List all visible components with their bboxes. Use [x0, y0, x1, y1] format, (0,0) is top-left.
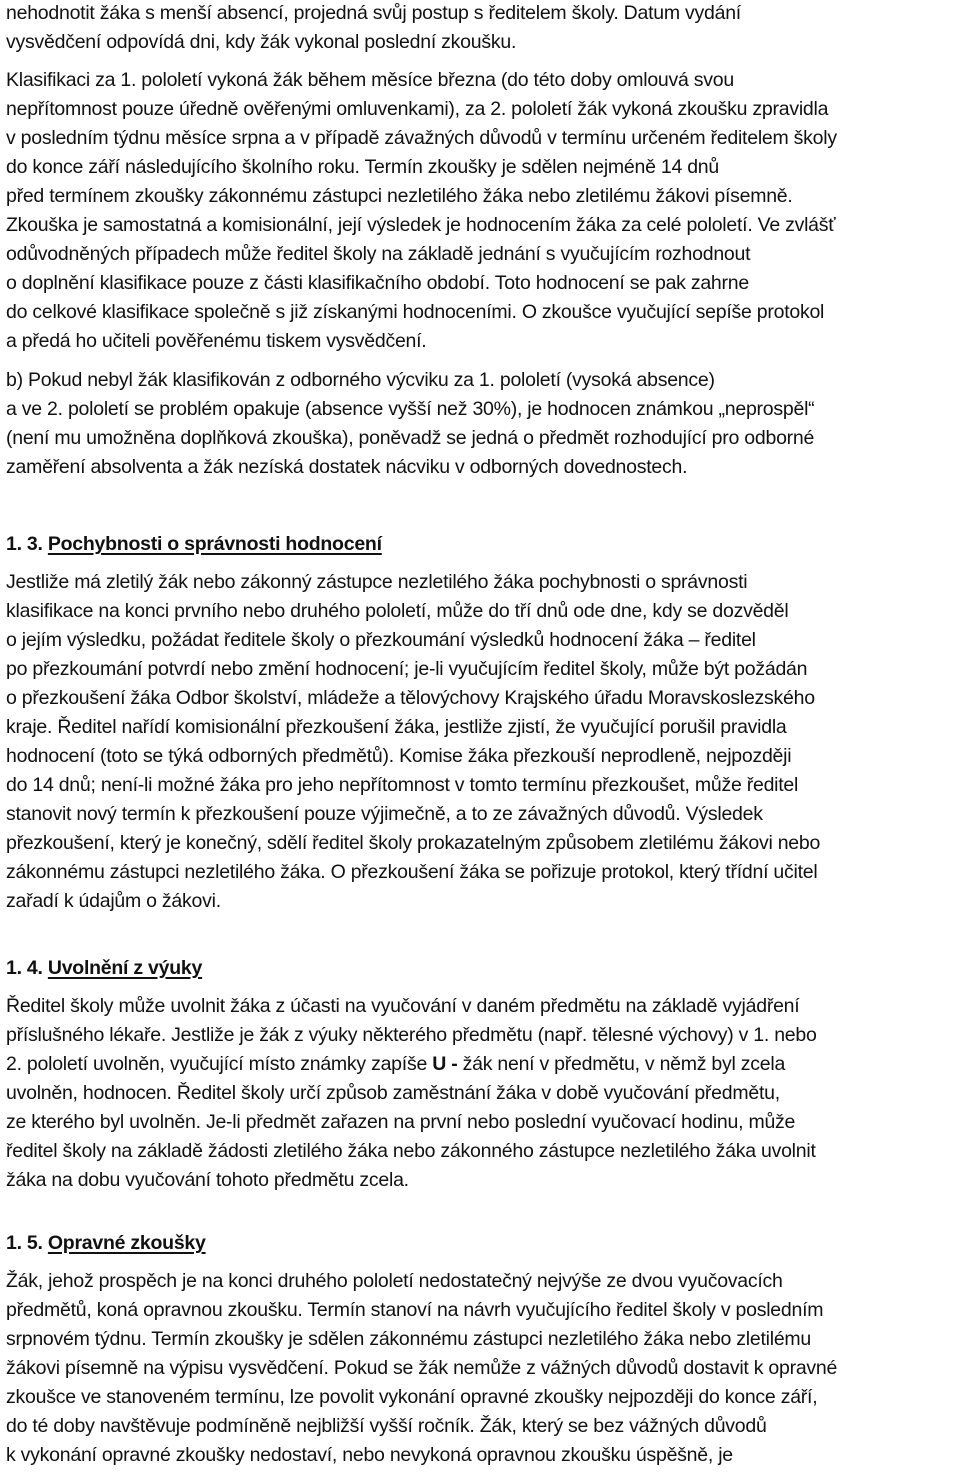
text-line: srpnovém týdnu. Termín zkoušky je sdělen zákonnému zástupci nezletilého žáka nebo zletilému — [6, 1328, 812, 1350]
text-line: zkoušce ve stanoveném termínu, lze povolit vykonání opravné zkoušky nejpozději do konce září, — [6, 1386, 818, 1408]
text-line: klasifikace na konci prvního nebo druhého pololetí, může do tří dnů ode dne, kdy se dozvěděl — [6, 600, 789, 622]
section-heading — [6, 532, 382, 556]
section-number: 1. 5. — [6, 1232, 43, 1254]
text-line: přezkoušení, který je konečný, sdělí ředitel školy prokazatelným způsobem zletilému žákovi nebo — [6, 832, 821, 854]
text-line: zákonnému zástupci nezletilého žáka. O přezkoušení žáka se pořizuje protokol, který třídní učitel — [6, 861, 818, 883]
text-line: o přezkoušení žáka Odbor školství, mládeže a tělovýchovy Krajského úřadu Moravskoslezského — [6, 687, 815, 709]
section-title: Pochybnosti o správnosti hodnocení — [47, 533, 382, 555]
section-title: Uvolnění z výuky — [47, 957, 203, 979]
text-line: do 14 dnů; není-li možné žáka pro jeho nepřítomnost v tomto termínu přezkoušet, může ředitel — [6, 774, 799, 796]
text-line: do té doby navštěvuje podmíněně nejbližší vyšší ročník. Žák, který se bez vážných důvodů — [6, 1415, 767, 1437]
text-line: Jestliže má zletilý žák nebo zákonný zástupce nezletilého žáka pochybnosti o správnosti — [6, 571, 748, 593]
text-line: žáka na dobu vyučování tohoto předmětu zcela. — [6, 1169, 409, 1191]
text-line: v posledním týdnu měsíce srpna a v případě závažných důvodů v termínu určeném ředitelem školy — [6, 127, 837, 149]
text-line: Klasifikaci za 1. pololetí vykoná žák během měsíce března (do této doby omlouvá svou — [6, 69, 734, 91]
text-run: žák není v předmětu, v němž byl zcela — [457, 1053, 786, 1075]
text-line: k vykonání opravné zkoušky nedostaví, nebo nevykoná opravnou zkoušku úspěšně, je — [6, 1444, 733, 1466]
text-line — [6, 1052, 785, 1076]
section-number: 1. 4. — [6, 957, 43, 979]
text-line: příslušného lékaře. Jestliže je žák z výuky některého předmětu (např. tělesné výchovy) v 1. nebo — [6, 1024, 817, 1046]
section-title: Opravné zkoušky — [47, 1232, 206, 1254]
text-line: uvolněn, hodnocen. Ředitel školy určí způsob zaměstnání žáka v době vyučování předmětu, — [6, 1082, 780, 1104]
text-line: nehodnotit žáka s menší absencí, projedná svůj postup s ředitelem školy. Datum vydání — [6, 2, 741, 24]
text-line: stanovit nový termín k přezkoušení pouze výjimečně, a to ze závažných důvodů. Výsledek — [6, 803, 763, 825]
text-line: vysvědčení odpovídá dni, kdy žák vykonal poslední zkoušku. — [6, 31, 517, 53]
text-line: zaměření absolventa a žák nezíská dostatek nácviku v odborných dovednostech. — [6, 456, 688, 478]
text-line: a ve 2. pololetí se problém opakuje (absence vyšší než 30%), je hodnocen známkou „neprospěl“ — [6, 398, 815, 420]
section-heading — [6, 956, 202, 980]
section-number: 1. 3. — [6, 533, 43, 555]
text-line: do celkové klasifikace společně s již získanými hodnoceními. O zkoušce vyučující sepíše protokol — [6, 301, 825, 323]
text-line: ze kterého byl uvolněn. Je-li předmět zařazen na první nebo poslední vyučovací hodinu, může — [6, 1111, 796, 1133]
text-line: odůvodněných případech může ředitel školy na základě jednání s vyučujícím rozhodnout — [6, 243, 751, 265]
text-line: ředitel školy na základě žádosti zletilého žáka nebo zákonného zástupce nezletilého žáka uvolnit — [6, 1140, 816, 1162]
text-line: a předá ho učiteli pověřenému tiskem vysvědčení. — [6, 330, 427, 352]
text-line: kraje. Ředitel nařídí komisionální přezkoušení žáka, jestliže zjistí, že vyučující porušil pravidla — [6, 716, 787, 738]
text-line: zařadí k údajům o žákovi. — [6, 890, 221, 912]
text-run: 2. pololetí uvolněn, vyučující místo známky zapíše — [6, 1053, 433, 1075]
text-line: předmětů, koná opravnou zkoušku. Termín stanoví na návrh vyučujícího ředitel školy v posledním — [6, 1299, 824, 1321]
text-line: po přezkoumání potvrdí nebo změní hodnocení; je-li vyučujícím ředitel školy, může být požádán — [6, 658, 808, 680]
text-line: o jejím výsledku, požádat ředitele školy o přezkoumání výsledků hodnocení žáka – ředitel — [6, 629, 756, 651]
text-line: (není mu umožněna doplňková zkouška), poněvadž se jedná o předmět rozhodující pro odborné — [6, 427, 815, 449]
text-line: Žák, jehož prospěch je na konci druhého pololetí nedostatečný nejvýše ze dvou vyučovacích — [6, 1270, 783, 1292]
text-line: Ředitel školy může uvolnit žáka z účasti na vyučování v daném předmětu na základě vyjádření — [6, 995, 800, 1017]
text-line: o doplnění klasifikace pouze z části klasifikačního období. Toto hodnocení se pak zahrne — [6, 272, 749, 294]
text-line: Zkouška je samostatná a komisionální, její výsledek je hodnocením žáka za celé pololetí. Ve zvlášť — [6, 214, 836, 236]
text-line: b) Pokud nebyl žák klasifikován z odborného výcviku za 1. pololetí (vysoká absence) — [6, 369, 715, 391]
text-line: před termínem zkoušky zákonnému zástupci nezletilého žáka nebo zletilému žákovi písemně. — [6, 185, 793, 207]
grade-mark-u: U - — [432, 1053, 458, 1075]
text-line: do konce září následujícího školního roku. Termín zkoušky je sdělen nejméně 14 dnů — [6, 156, 719, 178]
section-heading — [6, 1231, 206, 1255]
text-line: hodnocení (toto se týká odborných předmětů). Komise žáka přezkouší neprodleně, nejpozději — [6, 745, 792, 767]
text-line: nepřítomnost pouze úředně ověřenými omluvenkami), za 2. pololetí žák vykoná zkoušku zpravidla — [6, 98, 829, 120]
text-line: žákovi písemně na výpisu vysvědčení. Pokud se žák nemůže z vážných důvodů dostavit k opravné — [6, 1357, 838, 1379]
